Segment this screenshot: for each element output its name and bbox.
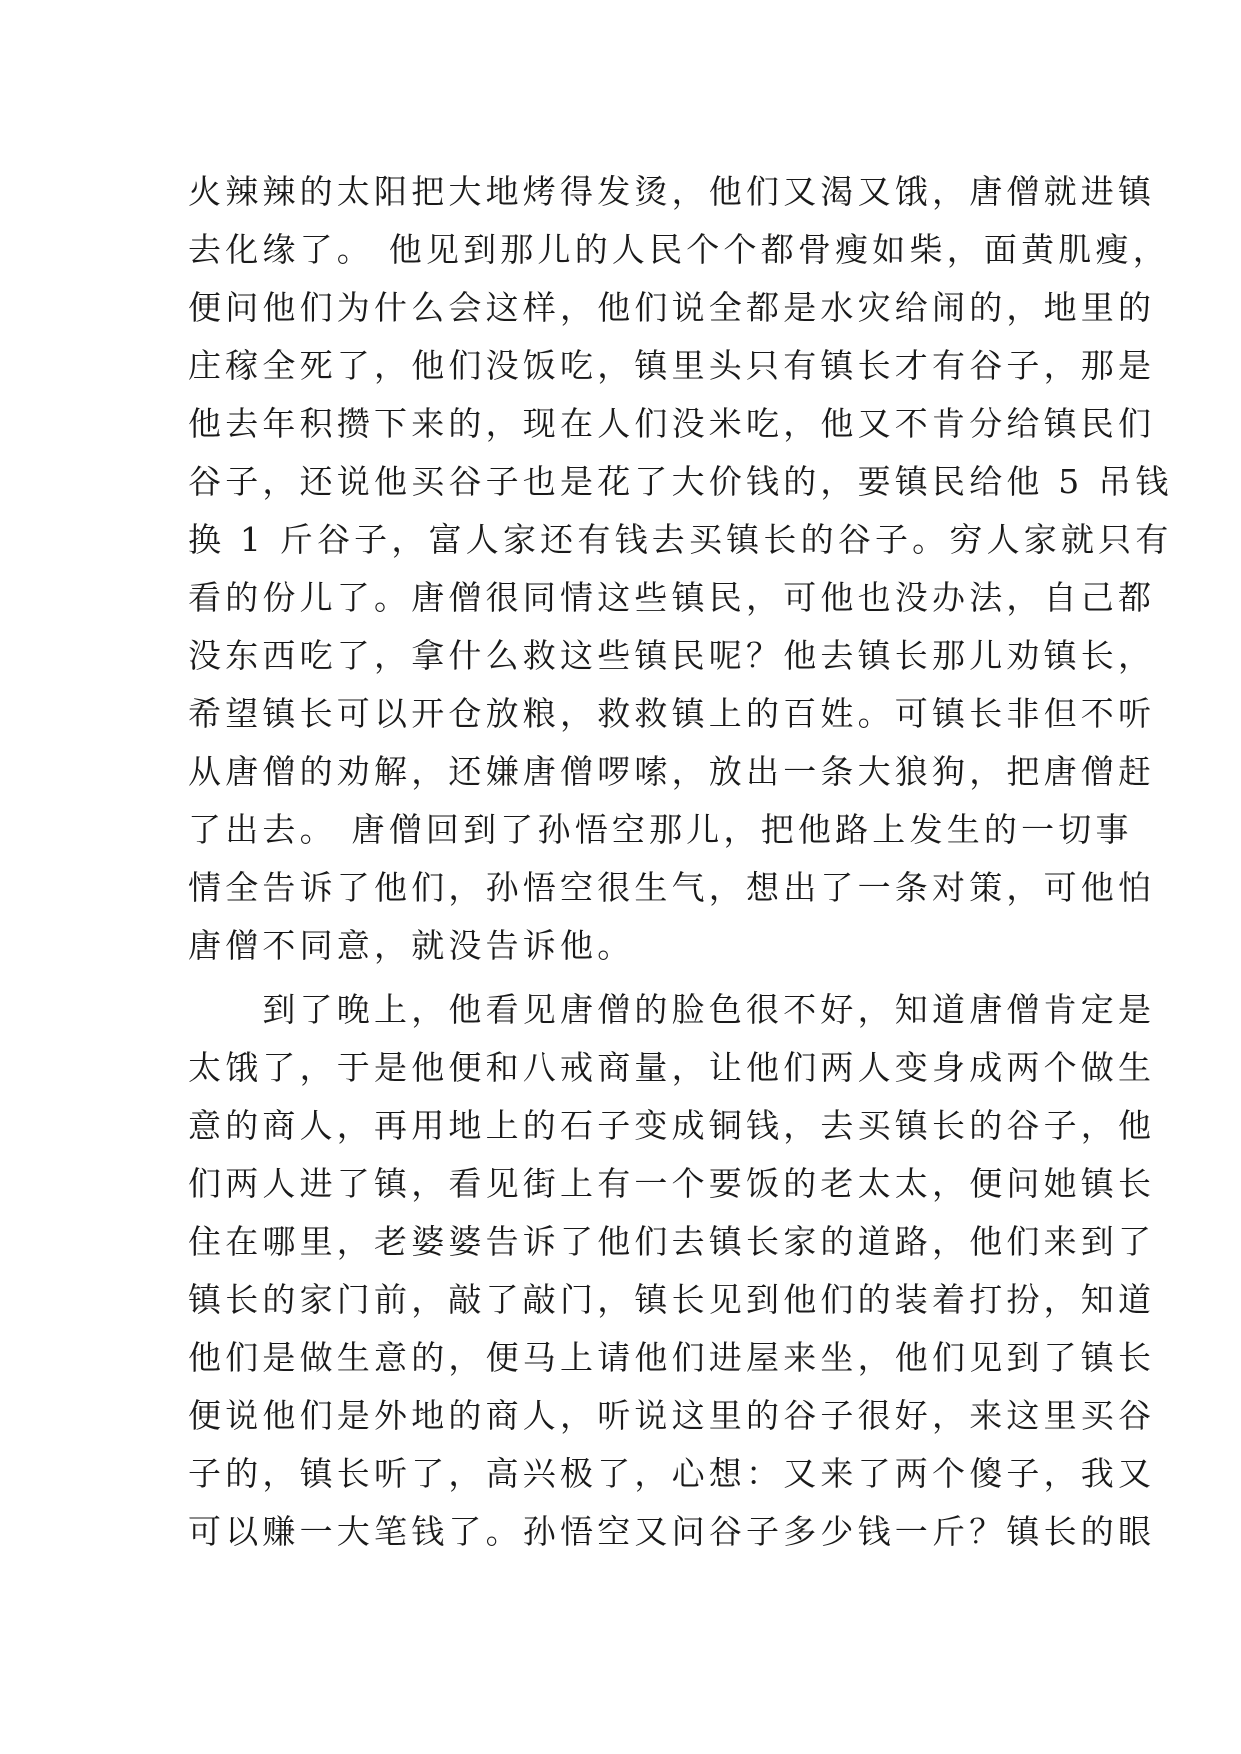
text-line: 到了晚上，他看见唐僧的脸色很不好，知道唐僧肯定是: [188, 990, 1156, 1029]
text-line: 他们是做生意的，便马上请他们进屋来坐，他们见到了镇长: [188, 1338, 1156, 1377]
text-line: 去化缘了。 他见到那儿的人民个个都骨瘦如柴，面黄肌瘦，: [188, 230, 1170, 269]
text-line: 庄稼全死了，他们没饭吃，镇里头只有镇长才有谷子，那是: [188, 346, 1156, 385]
document-body: [188, 163, 1173, 1561]
text-line: 可以赚一大笔钱了。孙悟空又问谷子多少钱一斤？镇长的眼: [188, 1512, 1156, 1551]
text-line: 看的份儿了。唐僧很同情这些镇民，可他也没办法，自己都: [188, 578, 1156, 617]
text-line: 唐僧不同意，就没告诉他。: [188, 926, 635, 965]
text-line: 意的商人，再用地上的石子变成铜钱，去买镇长的谷子，他: [188, 1106, 1156, 1145]
text-line: 住在哪里，老婆婆告诉了他们去镇长家的道路，他们来到了: [188, 1222, 1156, 1261]
text-line: 太饿了，于是他便和八戒商量，让他们两人变身成两个做生: [188, 1048, 1156, 1087]
text-line: 希望镇长可以开仓放粮，救救镇上的百姓。可镇长非但不听: [188, 694, 1156, 733]
text-line: 便问他们为什么会这样，他们说全都是水灾给闹的，地里的: [188, 288, 1156, 327]
text-line: 镇长的家门前，敲了敲门，镇长见到他们的装着打扮，知道: [188, 1280, 1156, 1319]
text-line: 们两人进了镇，看见街上有一个要饭的老太太，便问她镇长: [188, 1164, 1156, 1203]
text-line: 没东西吃了，拿什么救这些镇民呢？他去镇长那儿劝镇长，: [188, 636, 1156, 675]
paragraph: [188, 981, 1156, 1561]
text-line: 子的，镇长听了，高兴极了，心想：又来了两个傻子，我又: [188, 1454, 1156, 1493]
text-line: 从唐僧的劝解，还嫌唐僧啰嗦，放出一条大狼狗，把唐僧赶: [188, 752, 1156, 791]
text-line: 他去年积攒下来的，现在人们没米吃，他又不肯分给镇民们: [188, 404, 1156, 443]
text-line: 情全告诉了他们，孙悟空很生气，想出了一条对策，可他怕: [188, 868, 1156, 907]
text-line: 了出去。 唐僧回到了孙悟空那儿，把他路上发生的一切事: [188, 810, 1133, 849]
text-line: 换 1 斤谷子，富人家还有钱去买镇长的谷子。穷人家就只有: [188, 520, 1173, 559]
paragraph: [188, 163, 1173, 975]
text-line: 便说他们是外地的商人，听说这里的谷子很好，来这里买谷: [188, 1396, 1156, 1435]
text-line: 谷子，还说他买谷子也是花了大价钱的，要镇民给他 5 吊钱: [188, 462, 1173, 501]
text-line: 火辣辣的太阳把大地烤得发烫，他们又渴又饿，唐僧就进镇: [188, 172, 1156, 211]
